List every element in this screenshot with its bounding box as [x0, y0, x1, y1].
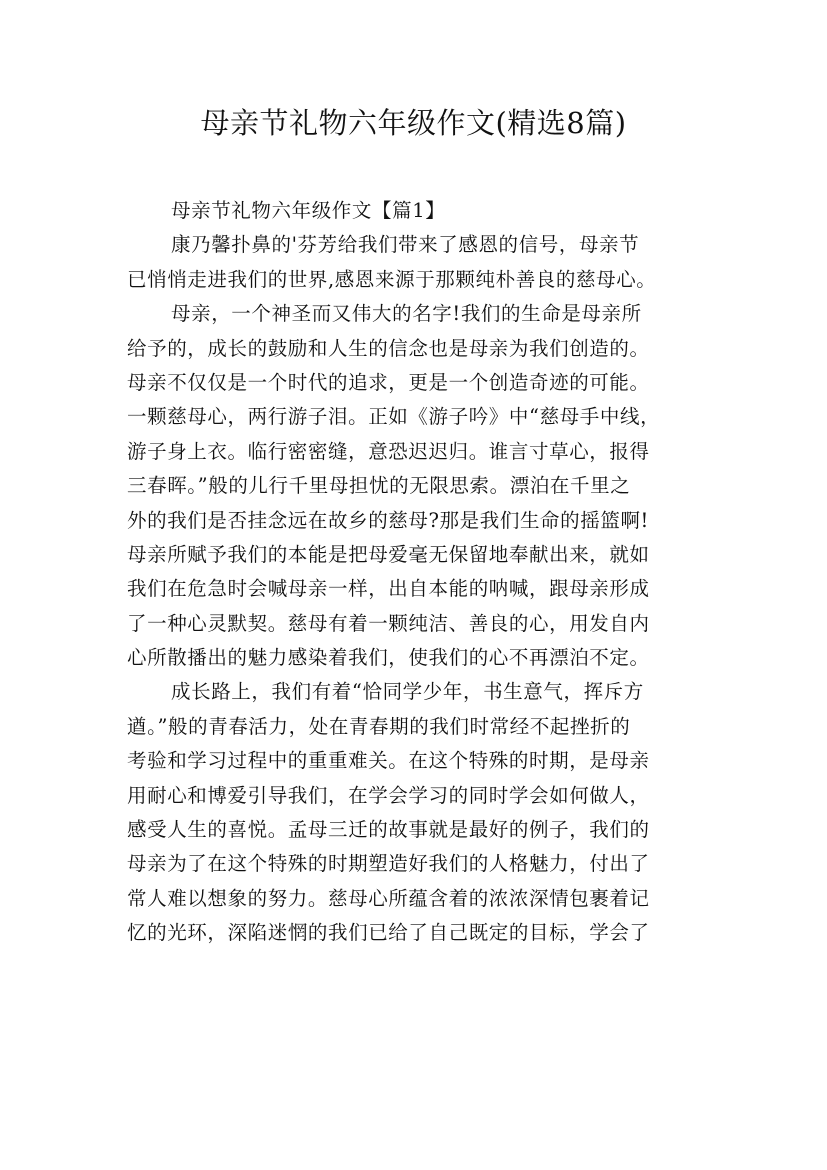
text-line: 游子身上衣。临行密密缝，意恐迟迟归。谁言寸草心，报得 — [127, 439, 650, 463]
text-line: 常人难以想象的努力。慈母心所蕴含着的浓浓深情包裹着记 — [127, 886, 650, 910]
text-line: 考验和学习过程中的重重难关。在这个特殊的时期，是母亲 — [127, 749, 650, 773]
text-line: 成长路上，我们有着“恰同学少年，书生意气，挥斥方 — [171, 680, 644, 704]
document-title: 母亲节礼物六年级作文(精选8篇) — [200, 106, 627, 140]
text-line: 我们在危急时会喊母亲一样，出自本能的呐喊，跟母亲形成 — [127, 577, 650, 601]
text-line: 三春晖。”般的儿行千里母担忧的无限思索。漂泊在千里之 — [127, 474, 631, 498]
text-line: 已悄悄走进我们的世界,感恩来源于那颗纯朴善良的慈母心。 — [127, 267, 657, 291]
text-line: 心所散播出的魅力感染着我们，使我们的心不再漂泊不定。 — [127, 646, 650, 670]
text-line: 母亲所赋予我们的本能是把母爱毫无保留地奉献出来，就如 — [127, 542, 650, 566]
text-line: 用耐心和博爱引导我们，在学会学习的同时学会如何做人， — [127, 783, 650, 807]
text-line: 母亲，一个神圣而又伟大的名字!我们的生命是母亲所 — [171, 302, 642, 326]
text-line: 忆的光环，深陷迷惘的我们已给了自己既定的目标，学会了 — [127, 921, 650, 945]
text-line: 母亲节礼物六年级作文【篇1】 — [171, 199, 446, 222]
text-line: 了一种心灵默契。慈母有着一颗纯洁、善良的心，用发自内 — [127, 611, 650, 635]
text-line: 康乃馨扑鼻的'芬芳给我们带来了感恩的信号，母亲节 — [171, 233, 640, 257]
text-line: 母亲为了在这个特殊的时期塑造好我们的人格魅力，付出了 — [127, 852, 650, 876]
document-body — [127, 194, 717, 951]
text-line: 感受人生的喜悦。孟母三迁的故事就是最好的例子，我们的 — [127, 818, 650, 842]
text-line: 遒。”般的青春活力，处在青春期的我们时常经不起挫折的 — [127, 714, 631, 738]
text-line: 外的我们是否挂念远在故乡的慈母?那是我们生命的摇篮啊! — [127, 508, 649, 532]
text-line: 一颗慈母心，两行游子泪。正如《游子吟》中“慈母手中线， — [127, 405, 661, 429]
text-line: 母亲不仅仅是一个时代的追求，更是一个创造奇迹的可能。 — [127, 370, 650, 394]
text-line: 给予的，成长的鼓励和人生的信念也是母亲为我们创造的。 — [127, 336, 650, 360]
